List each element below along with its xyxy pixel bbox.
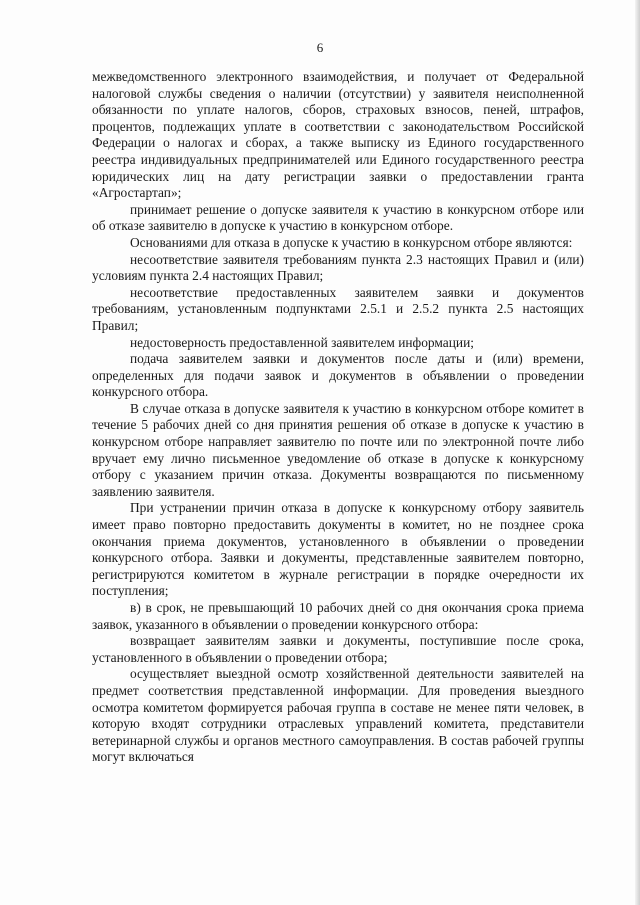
paragraph: подача заявителем заявки и документов после даты и (или) времени, определенных для подачи заявок и документов в объявлении о проведении конкурсного отбора.	[92, 351, 584, 400]
paragraph: Основаниями для отказа в допуске к участию в конкурсном отборе являются:	[130, 234, 573, 250]
scan-edge-shadow	[635, 0, 640, 905]
paragraph: принимает решение о допуске заявителя к участию в конкурсном отборе или об отказе заявителю в допуске к участию в конкурсном отборе.	[92, 201, 584, 234]
paragraph: При устранении причин отказа в допуске к конкурсному отбору заявитель имеет право повторно предоставить документы в комитет, но не позднее срока окончания приема документов, установленного в объявлении о проведении конкурсного отбора. Заявки и документы, представленные заявителем повторно, регистрируются комитетом в журнале регистрации в порядке очередности их поступления;	[92, 500, 584, 599]
paragraph: несоответствие предоставленных заявителем заявки и документов требованиям, установленным подпунктами 2.5.1 и 2.5.2 пункта 2.5 настоящих Правил;	[92, 284, 584, 333]
paragraph: несоответствие заявителя требованиям пункта 2.3 настоящих Правил и (или) условиям пункта 2.4 настоящих Правил;	[92, 251, 584, 284]
paragraph: возвращает заявителям заявки и документы, поступившие после срока, установленного в объявлении о проведении отбора;	[92, 633, 584, 665]
body-text	[92, 69, 584, 766]
paragraph: осуществляет выездной осмотр хозяйственной деятельности заявителей на предмет соответствия представленной информации. Для проведения выездного осмотра комитетом формируется рабочая группа в составе не менее пяти человек, в которую входят сотрудники отраслевых управлений комитета, представители ветеринарной службы и органов местного самоуправления. В состав рабочей группы могут включаться	[92, 666, 584, 765]
paragraph: в) в срок, не превышающий 10 рабочих дней со дня окончания срока приема заявок, указанного в объявлении о проведении конкурсного отбора:	[92, 600, 584, 632]
paragraph: недостоверность предоставленной заявителем информации;	[130, 334, 474, 350]
paragraph: межведомственного электронного взаимодействия, и получает от Федеральной налоговой службы сведения о наличии (отсутствии) у заявителя неисполненной обязанности по уплате налогов, сборов, страховых взносов, пеней, штрафов, процентов, подлежащих уплате в соответствии с законодательством Российской Федерации о налогах и сборах, а также выписку из Единого государственного реестра индивидуальных предпринимателей или Единого государственного реестра юридических лиц на дату регистрации заявки о предоставлении гранта «Агростартап»;	[92, 69, 584, 201]
paragraph: В случае отказа в допуске заявителя к участию в конкурсном отборе комитет в течение 5 рабочих дней со дня принятия решения об отказе в допуске к участию в конкурсном отборе направляет заявителю по почте или по электронной почте либо вручает ему лично письменное уведомление об отказе в допуске к конкурсному отбору с указанием причин отказа. Документы возвращаются по письменному заявлению заявителя.	[92, 400, 584, 499]
page-number: 6	[316, 40, 324, 55]
